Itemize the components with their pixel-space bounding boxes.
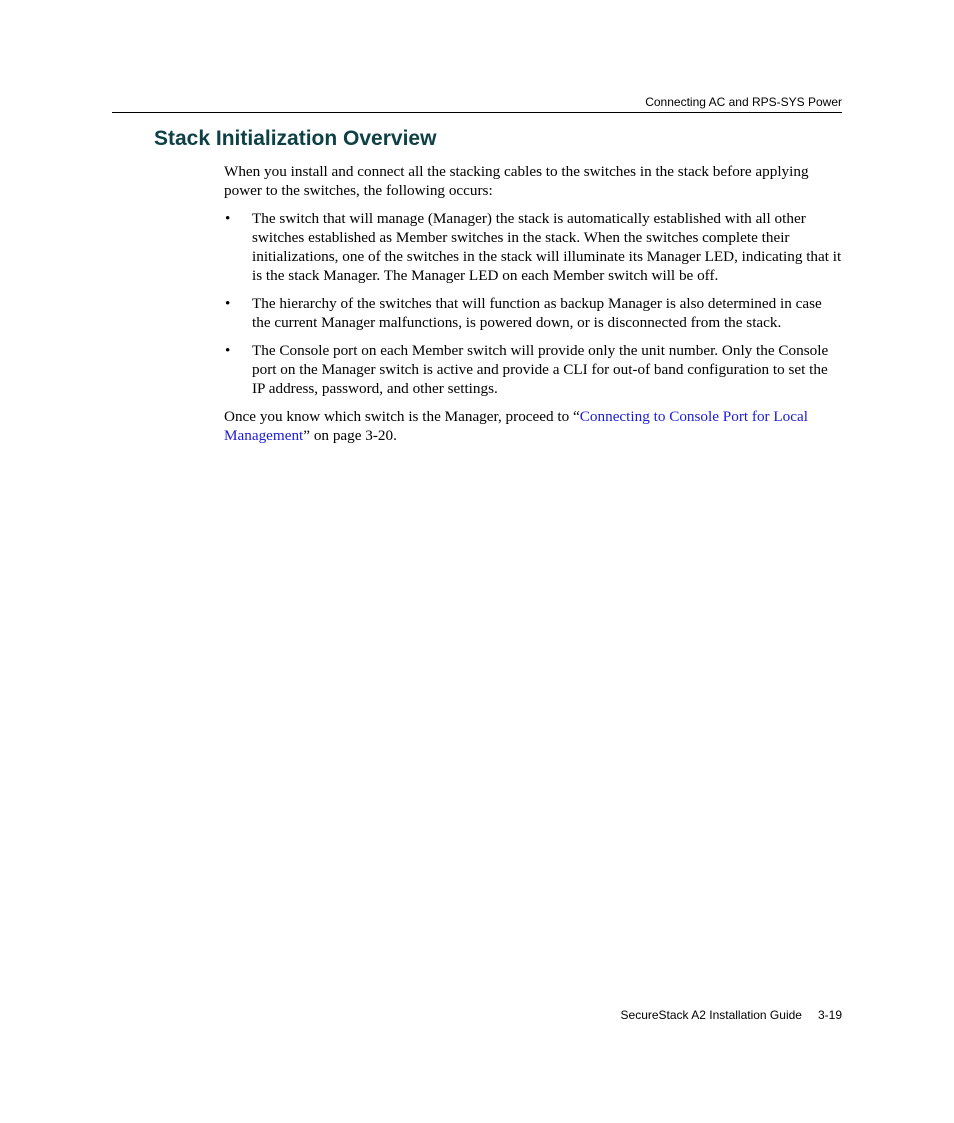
closing-paragraph xyxy=(224,407,842,445)
section-title: Stack Initialization Overview xyxy=(154,127,437,150)
footer-page-number: 3-19 xyxy=(817,1008,842,1022)
footer-guide-title: SecureStack A2 Installation Guide xyxy=(620,1008,802,1022)
running-footer xyxy=(621,1008,842,1022)
bullet-text: The Console port on each Member switch will provide only the unit number. Only the Console port on the Manager switch is active and provide a CLI for out-of band configuration to set the IP address, password, and other settings. xyxy=(252,342,829,397)
bullet-item xyxy=(224,341,842,398)
bullet-list xyxy=(224,209,842,398)
body-text xyxy=(224,162,842,454)
running-header: Connecting AC and RPS-SYS Power xyxy=(645,95,842,109)
bullet-icon: • xyxy=(225,295,231,312)
bullet-icon: • xyxy=(225,210,231,227)
console-port-link[interactable]: Connecting to Console Port for Local Management xyxy=(224,408,808,444)
bullet-icon: • xyxy=(225,342,231,359)
closing-text-after: ” on page 3-20. xyxy=(303,427,397,444)
bullet-text: The switch that will manage (Manager) the stack is automatically established with all other switches established as Member switches in the stack. When the switches complete their initializations, one of the switches in the stack will illuminate its Manager LED, indicating that it is the stack Manager. The Manager LED on each Member switch will be off. xyxy=(252,210,842,284)
closing-text-before: Once you know which switch is the Manager, proceed to “ xyxy=(224,408,580,425)
bullet-item xyxy=(224,294,842,332)
bullet-item xyxy=(224,209,842,285)
intro-paragraph: When you install and connect all the stacking cables to the switches in the stack before applying power to the switches, the following occurs: xyxy=(224,163,809,199)
header-rule xyxy=(112,112,842,113)
bullet-text: The hierarchy of the switches that will function as backup Manager is also determined in case the current Manager malfunctions, is powered down, or is disconnected from the stack. xyxy=(252,295,822,331)
